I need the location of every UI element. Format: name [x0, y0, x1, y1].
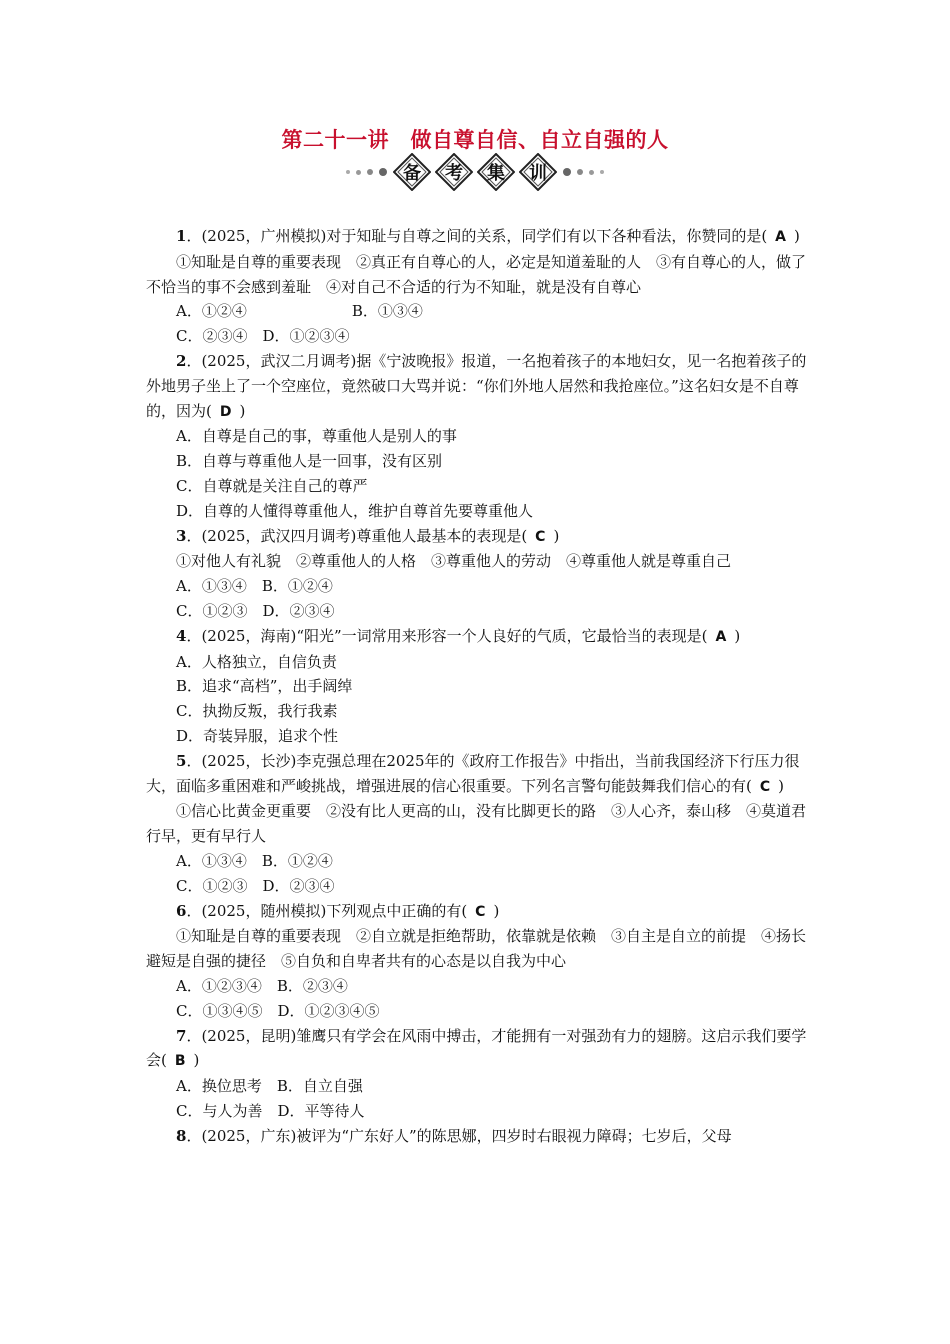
question-stem — [146, 1124, 808, 1149]
answer-option: C．自尊就是关注自己的尊严 — [176, 476, 368, 495]
question-number: 2 — [176, 351, 187, 370]
answer-letter: A — [715, 628, 727, 645]
answer-option: C．①③④⑤ D．①②③④⑤ — [176, 1001, 380, 1020]
question-close-paren: ) — [239, 401, 246, 420]
answer-option: A．换位思考 B．自立自强 — [176, 1077, 363, 1096]
answer-letter: C — [535, 528, 546, 545]
right-dots-decoration — [563, 168, 604, 176]
question-text: ．(2025，长沙)李克强总理在2025年的《政府工作报告》中指出，当前我国经济下行压力很大，面临多重困难和严峻挑战，增强进展的信心很重要。下列名言警句能鼓舞我们信心的有( — [146, 751, 800, 795]
question-number: 1 — [176, 227, 187, 245]
answer-letter: D — [219, 403, 232, 420]
question-statements: ①对他人有礼貌 ②尊重他人的人格 ③尊重他人的劳动 ④尊重他人就是尊重自己 — [176, 552, 732, 571]
answer-option: C．①②③ D．②③④ — [176, 876, 335, 895]
question-close-paren: ) — [553, 526, 560, 545]
answer-option: C．执拗反叛，我行我素 — [176, 702, 338, 721]
question-close-paren: ) — [778, 776, 784, 795]
question-number: 7 — [176, 1026, 187, 1045]
answer-option: A．①③④ B．①②④ — [176, 577, 333, 596]
answer-letter: C — [759, 778, 771, 795]
question-stem — [146, 524, 808, 550]
left-dots-decoration — [346, 168, 387, 176]
question-stem — [146, 349, 808, 424]
banner-char: 备 — [403, 163, 421, 184]
page-title: 第二十一讲 做自尊自信、自立自强的人 — [281, 128, 669, 152]
answer-option: A．①②④ B．①③④ — [176, 302, 423, 321]
question-text: ．(2025，随州模拟)下列观点中正确的有( — [186, 901, 468, 920]
answer-option: C．②③④ D．①②③④ — [176, 327, 350, 346]
question-stem — [146, 624, 808, 650]
question-number: 3 — [176, 526, 187, 545]
question-stem — [146, 224, 808, 250]
answer-option: A．自尊是自己的事，尊重他人是别人的事 — [176, 427, 457, 446]
question-text: ．(2025，广东)被评为“广东好人”的陈思娜，四岁时右眼视力障碍；七岁后，父母 — [186, 1126, 732, 1145]
question-text: ．(2025，武汉二月调考)据《宁波晚报》报道，一名抱着孩子的本地妇女，见一名抱着孩子的外地男子坐上了一个空座位，竟然破口大骂并说：“你们外地人居然和我抢座位。”这名妇女是不自尊的，因为( — [146, 351, 807, 420]
question-close-paren: ) — [493, 901, 500, 920]
answer-option: C．①②③ D．②③④ — [176, 601, 335, 620]
answer-option: A．①②③④ B．②③④ — [176, 976, 348, 995]
answer-option: D．自尊的人懂得尊重他人，维护自尊首先要尊重他人 — [176, 501, 534, 520]
question-stem — [146, 749, 808, 800]
answer-option: A．人格独立，自信负责 — [176, 652, 337, 671]
answer-letter: B — [174, 1053, 186, 1070]
question-stem — [146, 899, 808, 925]
section-banner — [0, 152, 950, 192]
question-close-paren: ) — [794, 227, 800, 245]
banner-char: 集 — [487, 163, 505, 184]
question-text: ．(2025，武汉四月调考)尊重他人最基本的表现是( — [186, 526, 528, 545]
question-statements: ①知耻是自尊的重要表现 ②真正有自尊心的人，必定是知道羞耻的人 ③有自尊心的人，做了不恰当的事不会感到羞耻 ④对自己不合适的行为不知耻，就是没有自尊心 — [146, 252, 807, 296]
question-number: 8 — [176, 1126, 187, 1145]
banner-badge — [519, 153, 557, 191]
question-list — [146, 224, 808, 1148]
answer-letter: C — [475, 903, 486, 920]
banner-badge — [435, 153, 473, 191]
answer-option: C．与人为善 D．平等待人 — [176, 1101, 365, 1120]
question-number: 5 — [176, 751, 187, 770]
question-text: ．(2025，海南)“阳光”一词常用来形容一个人良好的气质，它最恰当的表现是( — [186, 626, 708, 645]
answer-option: D．奇装异服，追求个性 — [176, 726, 339, 745]
answer-option: B．自尊与尊重他人是一回事，没有区别 — [176, 452, 443, 471]
answer-option: B．追求“高档”，出手阔绰 — [176, 677, 353, 696]
question-close-paren: ) — [193, 1051, 200, 1070]
banner-char: 训 — [529, 163, 547, 184]
question-text: ．(2025，广州模拟)对于知耻与自尊之间的关系，同学们有以下各种看法，你赞同的是( — [186, 227, 768, 245]
question-close-paren: ) — [734, 626, 741, 645]
question-statements: ①信心比黄金更重要 ②没有比人更高的山，没有比脚更长的路 ③人心齐，泰山移 ④莫道君行早，更有早行人 — [146, 802, 807, 846]
banner-badge — [477, 153, 515, 191]
question-stem — [146, 1024, 808, 1075]
answer-letter: A — [775, 229, 787, 245]
question-statements: ①知耻是自尊的重要表现 ②自立就是拒绝帮助，依靠就是依赖 ③自主是自立的前提 ④扬长避短是自强的捷径 ⑤自负和自卑者共有的心态是以自我为中心 — [146, 927, 807, 971]
banner-char: 考 — [445, 163, 463, 184]
question-text: ．(2025，昆明)雏鹰只有学会在风雨中搏击，才能拥有一对强劲有力的翅膀。这启示我们要学会( — [146, 1026, 807, 1070]
answer-option: A．①③④ B．①②④ — [176, 851, 333, 870]
question-number: 6 — [176, 901, 187, 920]
question-number: 4 — [176, 626, 187, 645]
banner-badge — [393, 153, 431, 191]
